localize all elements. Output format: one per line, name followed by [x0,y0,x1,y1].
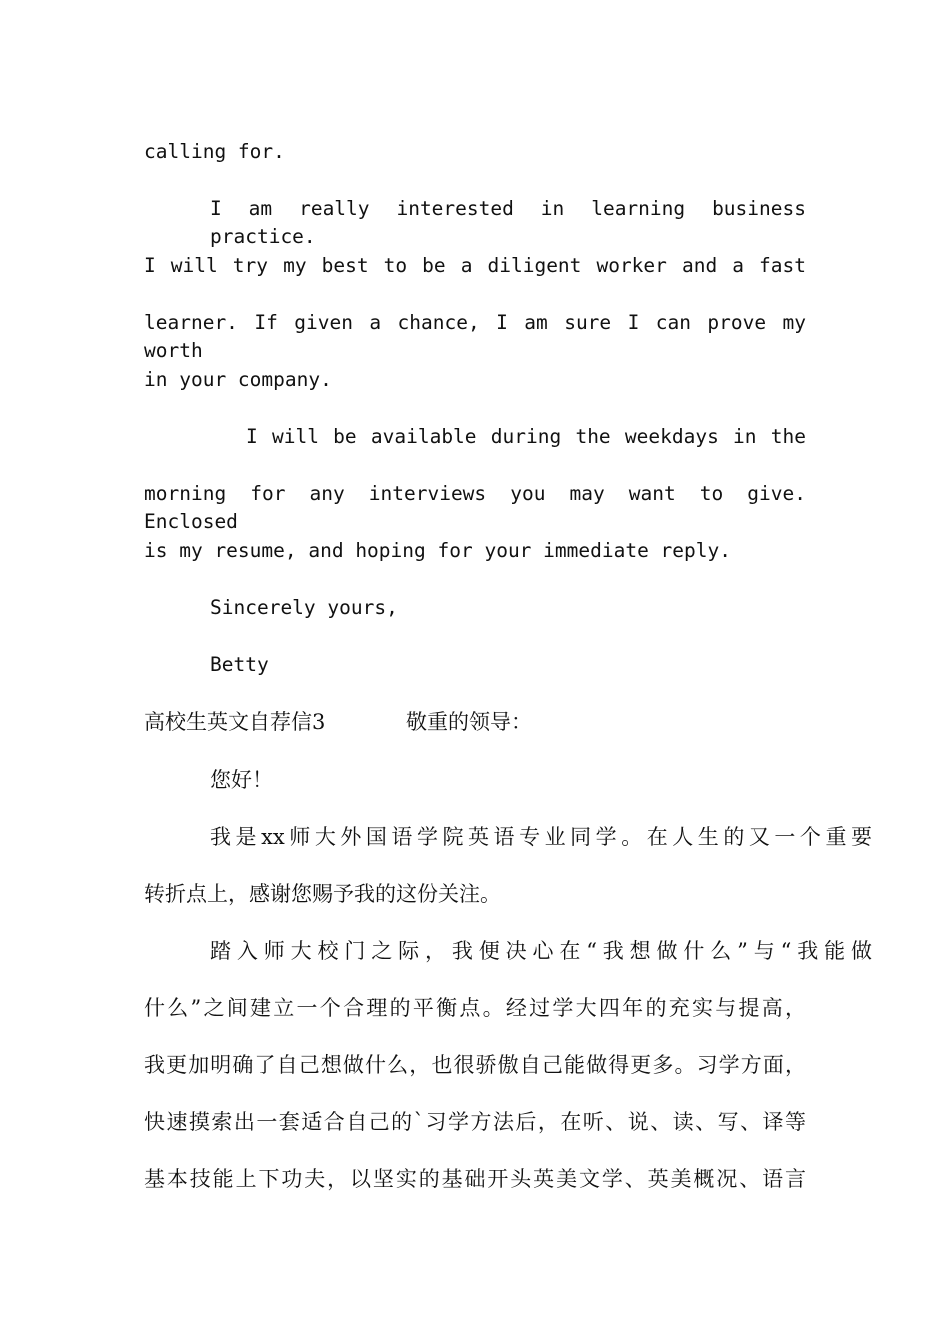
text-line: 我是xx师大外国语学院英语专业同学。在人生的又一个重要 [210,825,872,849]
text-line: is my resume, and hoping for your immediate reply. [144,539,731,562]
text-line: I am really interested in learning business practice. [210,197,806,248]
text-line: I will try my best to be a diligent worker and a fast [144,254,806,277]
text-line: calling for. [144,140,285,163]
section-title: 高校生英文自荐信3 [144,710,326,734]
greeting: 您好！ [210,768,273,792]
text-line: 快速摸索出一套适合自己的`习学方法后，在听、说、读、写、译等 [144,1110,806,1134]
text-line: 我更加明确了自己想做什么，也很骄傲自己能做得更多。习学方面， [144,1053,806,1077]
text-line: learner. If given a chance, I am sure I can prove my worth [144,311,806,362]
salutation: 敬重的领导： [406,710,532,734]
text-line: morning for any interviews you may want to give. Enclosed [144,482,806,533]
closing-line: Sincerely yours, [210,596,398,619]
text-line: 转折点上，感谢您赐予我的这份关注。 [144,882,501,906]
text-line: 踏入师大校门之际，我便决心在“我想做什么”与“我能做 [210,939,872,963]
text-line: I will be available during the weekdays in the [246,425,806,448]
signature-line: Betty [210,653,269,676]
text-line: 基本技能上下功夫，以坚实的基础开头英美文学、英美概况、语言 [144,1167,806,1191]
text-line: 什么”之间建立一个合理的平衡点。经过学大四年的充实与提高， [144,996,806,1020]
text-line: in your company. [144,368,332,391]
